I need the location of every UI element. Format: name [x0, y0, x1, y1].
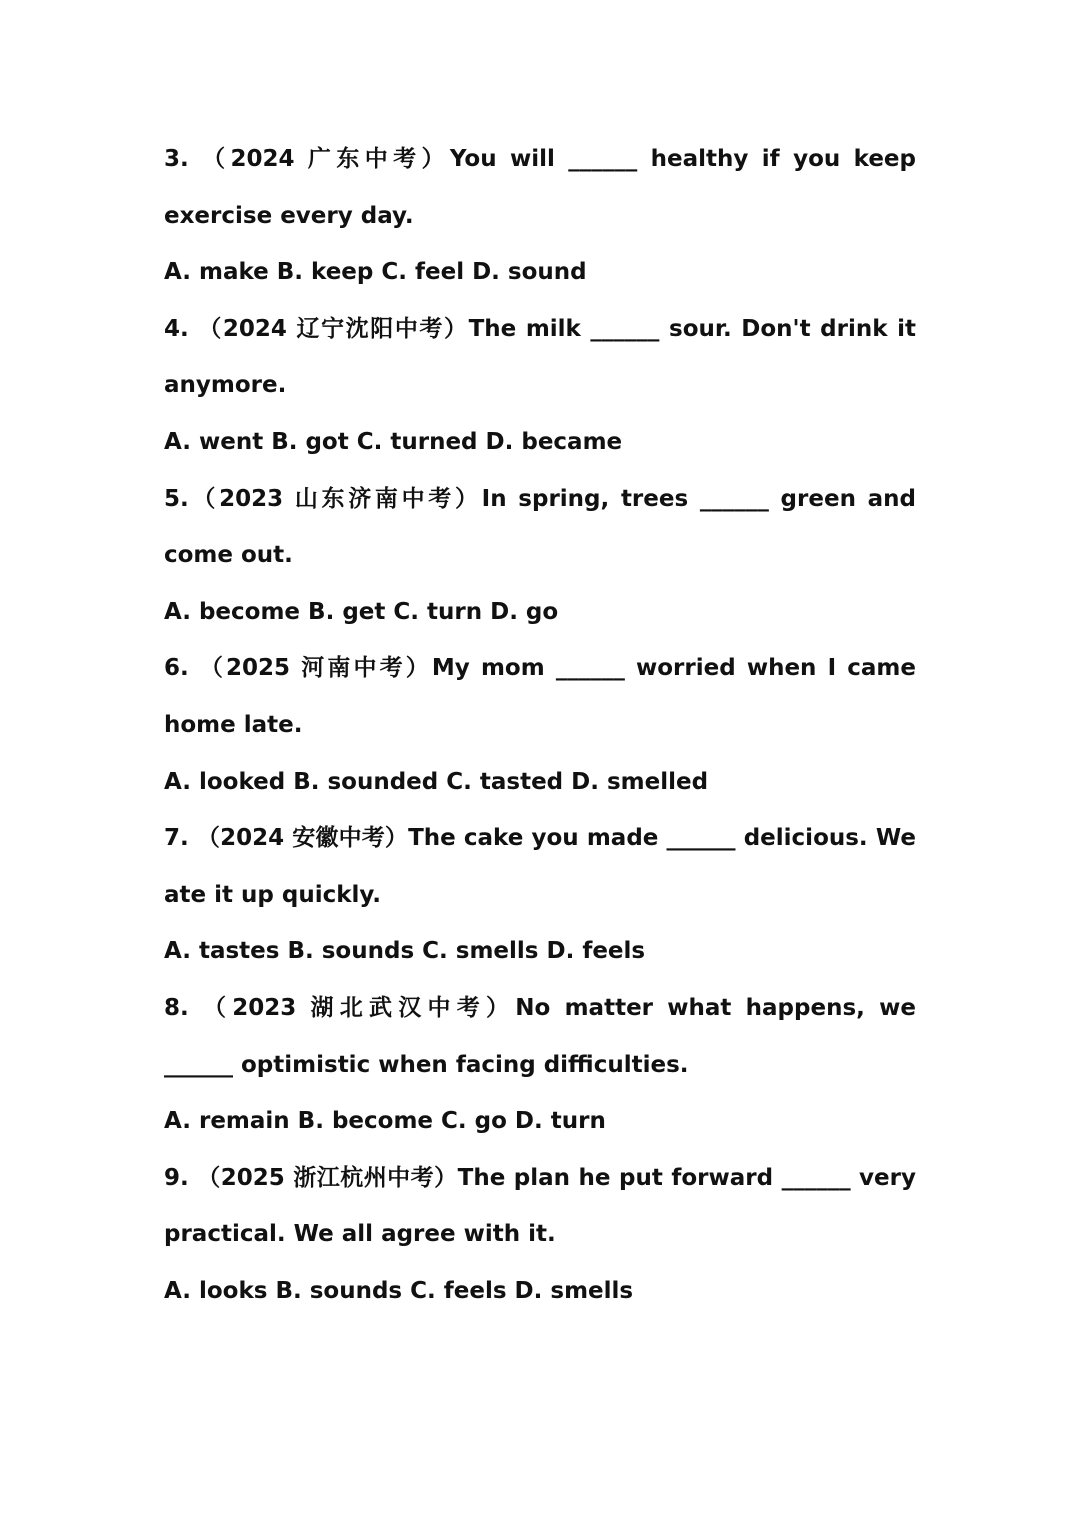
question-stem-continued: come out.: [164, 542, 293, 569]
question-options: A. went B. got C. turned D. became: [164, 428, 623, 455]
question-stem: 4. （2024 辽宁沈阳中考）The milk ______ sour. Don't drink it: [164, 315, 916, 342]
question-6: [164, 640, 916, 810]
question-options: A. looked B. sounded C. tasted D. smelled: [164, 768, 709, 795]
question-options: A. make B. keep C. feel D. sound: [164, 259, 587, 286]
question-stem-continued: practical. We all agree with it.: [164, 1221, 556, 1248]
question-5: [164, 471, 916, 641]
question-stem-continued: exercise every day.: [164, 202, 414, 229]
question-options: A. tastes B. sounds C. smells D. feels: [164, 938, 646, 965]
question-stem: 8. （2023 湖北武汉中考）No matter what happens, we: [164, 994, 916, 1021]
question-options: A. remain B. become C. go D. turn: [164, 1108, 606, 1135]
question-stem-continued: ______ optimistic when facing difficulties.: [164, 1051, 689, 1078]
question-stem: 6. （2025 河南中考）My mom ______ worried when I came: [164, 655, 916, 682]
question-list: [164, 131, 916, 1319]
question-stem-continued: ate it up quickly.: [164, 881, 382, 908]
question-stem: 9. （2025 浙江杭州中考）The plan he put forward ______ very: [164, 1164, 916, 1191]
question-stem: 3. （2024 广东中考）You will ______ healthy if you keep: [164, 146, 916, 172]
question-stem: 5.（2023 山东济南中考）In spring, trees ______ green and: [164, 485, 916, 512]
question-options: A. looks B. sounds C. feels D. smells: [164, 1277, 634, 1304]
question-4: [164, 301, 916, 471]
question-8: [164, 980, 916, 1150]
question-stem-continued: home late.: [164, 711, 303, 738]
question-stem: 7. （2024 安徽中考）The cake you made ______ delicious. We: [164, 825, 916, 852]
question-stem-continued: anymore.: [164, 372, 287, 399]
question-options: A. become B. get C. turn D. go: [164, 598, 559, 625]
question-7: [164, 810, 916, 980]
question-9: [164, 1150, 916, 1320]
question-3: [164, 131, 916, 301]
